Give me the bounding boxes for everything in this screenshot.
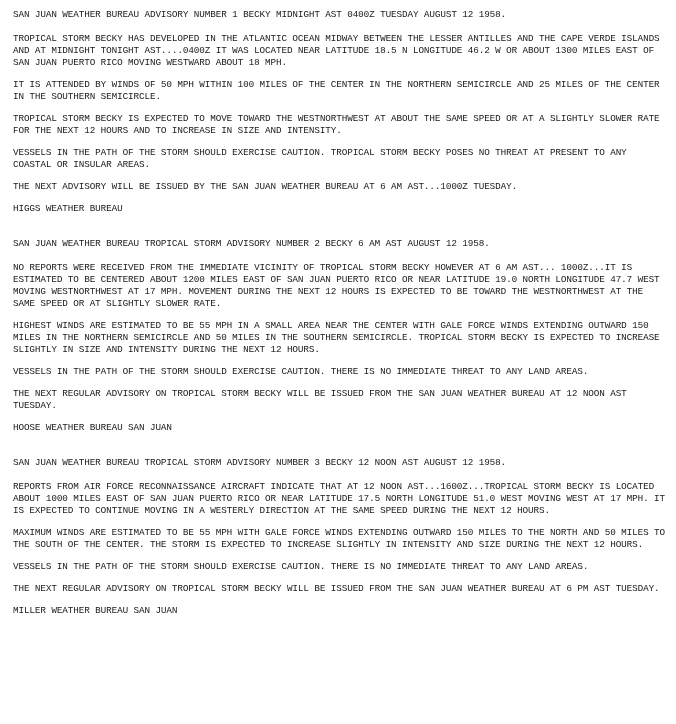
advisory-paragraph: THE NEXT REGULAR ADVISORY ON TROPICAL STORM BECKY WILL BE ISSUED FROM THE SAN JUAN WEATHER BUREAU AT 12 NOON AST TUESDAY. [13, 388, 627, 411]
advisory-paragraph: NO REPORTS WERE RECEIVED FROM THE IMMEDIATE VICINITY OF TROPICAL STORM BECKY HOWEVER AT 6 AM AST... 1000Z...IT IS ESTIMATED TO BE CENTERED ABOUT 1200 MILES EAST OF SAN JUAN PUERTO RICO OR NEAR LATITUDE 19.0 NORTH LONGITUDE 47.7 WEST MOVING WESTNORTHWEST AT 17 MPH. MOVEMENT DURING THE NEXT 12 HOURS IS EXPECTED TO BE TOWARD THE WESTNORTHWEST AT THE SAME SPEED OR AT SLIGHTLY SLOWER RATE. [13, 262, 660, 309]
advisory-signature: HOOSE WEATHER BUREAU SAN JUAN [13, 422, 172, 433]
advisory-1 [13, 9, 666, 215]
advisory-paragraph: VESSELS IN THE PATH OF THE STORM SHOULD EXERCISE CAUTION. THERE IS NO IMMEDIATE THREAT TO ANY LAND AREAS. [13, 366, 589, 377]
advisory-paragraph: TROPICAL STORM BECKY IS EXPECTED TO MOVE TOWARD THE WESTNORTHWEST AT ABOUT THE SAME SPEED OR AT A SLIGHTLY SLOWER RATE FOR THE NEXT 12 HOURS AND TO INCREASE IN SIZE AND INTENSITY. [13, 113, 660, 136]
advisory-paragraph: MAXIMUM WINDS ARE ESTIMATED TO BE 55 MPH WITH GALE FORCE WINDS EXTENDING OUTWARD 150 MILES TO THE NORTH AND 50 MILES TO THE SOUTH OF THE CENTER. THE STORM IS EXPECTED TO INCREASE SLIGHTLY IN INTENSITY AND SIZE DURING THE NEXT 12 HOURS. [13, 527, 666, 550]
advisory-heading: SAN JUAN WEATHER BUREAU TROPICAL STORM ADVISORY NUMBER 2 BECKY 6 AM AST AUGUST 12 1958. [13, 238, 490, 249]
advisory-paragraph: REPORTS FROM AIR FORCE RECONNAISSANCE AIRCRAFT INDICATE THAT AT 12 NOON AST...1600Z...TROPICAL STORM BECKY IS LOCATED ABOUT 1000 MILES EAST OF SAN JUAN PUERTO RICO OR NEAR LATITUDE 17.5 NORTH LONGITUDE 51.0 WEST MOVING WEST AT 17 MPH. IT IS EXPECTED TO CONTINUE MOVING IN A WESTERLY DIRECTION AT THE SAME SPEED DURING THE NEXT 12 HOURS. [13, 481, 666, 516]
advisory-heading: SAN JUAN WEATHER BUREAU ADVISORY NUMBER 1 BECKY MIDNIGHT AST 0400Z TUESDAY AUGUST 12 1958. [13, 9, 507, 20]
advisory-paragraph: THE NEXT ADVISORY WILL BE ISSUED BY THE SAN JUAN WEATHER BUREAU AT 6 AM AST...1000Z TUESDAY. [13, 181, 518, 192]
advisory-paragraph: VESSELS IN THE PATH OF THE STORM SHOULD EXERCISE CAUTION. TROPICAL STORM BECKY POSES NO THREAT AT PRESENT TO ANY COASTAL OR INSULAR AREAS. [13, 147, 627, 170]
section-spacer [13, 215, 666, 238]
advisory-3 [13, 457, 666, 617]
advisory-paragraph: VESSELS IN THE PATH OF THE STORM SHOULD EXERCISE CAUTION. THERE IS NO IMMEDIATE THREAT TO ANY LAND AREAS. [13, 561, 589, 572]
advisory-2 [13, 238, 666, 434]
advisory-signature: HIGGS WEATHER BUREAU [13, 203, 123, 214]
section-spacer [13, 434, 666, 457]
advisory-paragraph: IT IS ATTENDED BY WINDS OF 50 MPH WITHIN 100 MILES OF THE CENTER IN THE NORTHERN SEMICIRCLE AND 25 MILES OF THE CENTER IN THE SOUTHERN SEMICIRCLE. [13, 79, 660, 102]
advisory-paragraph: TROPICAL STORM BECKY HAS DEVELOPED IN THE ATLANTIC OCEAN MIDWAY BETWEEN THE LESSER ANTILLES AND THE CAPE VERDE ISLANDS AND AT MIDNIGHT TONIGHT AST....0400Z IT WAS LOCATED NEAR LATITUDE 18.5 N LONGITUDE 46.2 W OR ABOUT 1300 MILES EAST OF SAN JUAN PUERTO RICO MOVING WESTWARD ABOUT 18 MPH. [13, 33, 660, 68]
advisory-heading: SAN JUAN WEATHER BUREAU TROPICAL STORM ADVISORY NUMBER 3 BECKY 12 NOON AST AUGUST 12 1958. [13, 457, 507, 468]
advisory-paragraph: THE NEXT REGULAR ADVISORY ON TROPICAL STORM BECKY WILL BE ISSUED FROM THE SAN JUAN WEATHER BUREAU AT 6 PM AST TUESDAY. [13, 583, 660, 594]
advisory-signature: MILLER WEATHER BUREAU SAN JUAN [13, 605, 178, 616]
advisory-paragraph: HIGHEST WINDS ARE ESTIMATED TO BE 55 MPH IN A SMALL AREA NEAR THE CENTER WITH GALE FORCE WINDS EXTENDING OUTWARD 150 MILES IN THE NORTHERN SEMICIRCLE AND 50 MILES IN THE SOUTHERN SEMICIRCLE. TROPICAL STORM BECKY IS EXPECTED TO INCREASE SLIGHTLY IN SIZE AND INTENSITY DURING THE NEXT 12 HOURS. [13, 320, 660, 355]
